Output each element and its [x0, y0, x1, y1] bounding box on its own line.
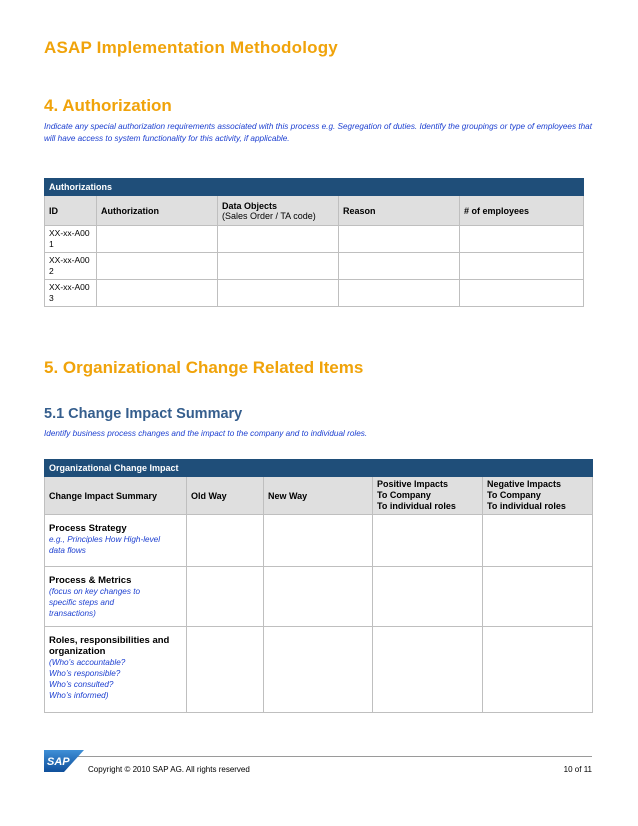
section-4-note: Indicate any special authorization requirements associated with this process e.g. Segregation of duties. Identify the groupings or type of employees that will have access to system functionality for this activity, if applicable.	[44, 122, 592, 143]
table-cell[interactable]	[339, 280, 460, 307]
col-header-authorization: Authorization	[97, 196, 218, 226]
table-cell[interactable]	[218, 280, 339, 307]
table-row	[45, 280, 584, 307]
row-sublabel-line: (focus on key changes to	[49, 587, 141, 596]
col-header-positive-impacts	[373, 477, 483, 515]
col-header-employees: # of employees	[460, 196, 584, 226]
section-5-heading: 5. Organizational Change Related Items	[44, 358, 364, 377]
col-header-summary: Change Impact Summary	[45, 477, 187, 515]
table-row	[45, 226, 584, 253]
table-cell[interactable]	[187, 515, 264, 567]
row-label: Process & Metrics	[49, 575, 132, 586]
col-header-new-way: New Way	[264, 477, 373, 515]
footer-divider	[44, 756, 592, 757]
change-impact-caption: Organizational Change Impact	[45, 460, 593, 477]
change-impact-table	[44, 459, 593, 713]
sap-logo-icon	[44, 750, 84, 772]
row-sublabel-line: e.g., Principles How High-level	[49, 535, 161, 544]
col-header-data-objects	[218, 196, 339, 226]
section-5-1-note: Identify business process changes and the impact to the company and to individual roles.	[44, 429, 368, 438]
table-row	[45, 515, 593, 567]
row-sublabel-line: data flows	[49, 546, 86, 555]
positive-impacts-line: To Company	[377, 490, 431, 500]
table-cell[interactable]	[460, 280, 584, 307]
row-sublabel-line: transactions)	[49, 609, 96, 618]
row-sublabel-line: (Who’s accountable?	[49, 658, 126, 667]
sap-logo-text: SAP	[47, 756, 70, 768]
table-cell[interactable]	[264, 627, 373, 713]
table-cell[interactable]	[264, 567, 373, 627]
auth-id-cell: XX-xx-A001	[45, 226, 97, 253]
table-cell[interactable]	[339, 226, 460, 253]
data-objects-sublabel: (Sales Order / TA code)	[222, 210, 316, 221]
table-cell[interactable]	[97, 253, 218, 280]
table-cell[interactable]	[339, 253, 460, 280]
auth-id-cell: XX-xx-A003	[45, 280, 97, 307]
col-header-reason: Reason	[339, 196, 460, 226]
section-5-1-heading: 5.1 Change Impact Summary	[44, 406, 243, 422]
col-header-negative-impacts	[483, 477, 593, 515]
authorizations-table	[44, 178, 584, 307]
negative-impacts-line: To Company	[487, 490, 541, 500]
row-label: Roles, responsibilities and organization	[49, 635, 170, 657]
table-cell[interactable]	[264, 515, 373, 567]
col-header-old-way: Old Way	[187, 477, 264, 515]
section-4-heading: 4. Authorization	[44, 96, 172, 115]
table-row	[45, 253, 584, 280]
row-sublabel-line: Who’s responsible?	[49, 669, 121, 678]
negative-impacts-line: Negative Impacts	[487, 479, 562, 489]
authorizations-caption: Authorizations	[45, 179, 584, 196]
table-cell[interactable]	[97, 226, 218, 253]
positive-impacts-line: Positive Impacts	[377, 479, 449, 489]
table-cell[interactable]	[373, 627, 483, 713]
row-label-cell	[45, 515, 187, 567]
table-row	[45, 567, 593, 627]
row-label-cell	[45, 567, 187, 627]
copyright-text: Copyright © 2010 SAP AG. All rights reserved	[88, 765, 250, 774]
table-cell[interactable]	[187, 567, 264, 627]
page-number: 10 of 11	[563, 765, 592, 774]
table-cell[interactable]	[483, 515, 593, 567]
row-label: Process Strategy	[49, 523, 127, 534]
col-header-id: ID	[45, 196, 97, 226]
row-sublabel-line: specific steps and	[49, 598, 115, 607]
row-label-cell	[45, 627, 187, 713]
table-cell[interactable]	[373, 567, 483, 627]
document-title: ASAP Implementation Methodology	[44, 38, 338, 57]
table-cell[interactable]	[373, 515, 483, 567]
row-sublabel-line: Who’s informed)	[49, 691, 109, 700]
table-cell[interactable]	[460, 253, 584, 280]
table-row	[45, 627, 593, 713]
table-cell[interactable]	[483, 627, 593, 713]
table-cell[interactable]	[97, 280, 218, 307]
table-cell[interactable]	[460, 226, 584, 253]
table-cell[interactable]	[218, 226, 339, 253]
positive-impacts-line: To individual roles	[377, 501, 456, 511]
negative-impacts-line: To individual roles	[487, 501, 566, 511]
data-objects-label: Data Objects	[222, 200, 278, 211]
table-cell[interactable]	[187, 627, 264, 713]
table-cell[interactable]	[483, 567, 593, 627]
auth-id-cell: XX-xx-A002	[45, 253, 97, 280]
row-sublabel-line: Who’s consulted?	[49, 680, 114, 689]
table-cell[interactable]	[218, 253, 339, 280]
